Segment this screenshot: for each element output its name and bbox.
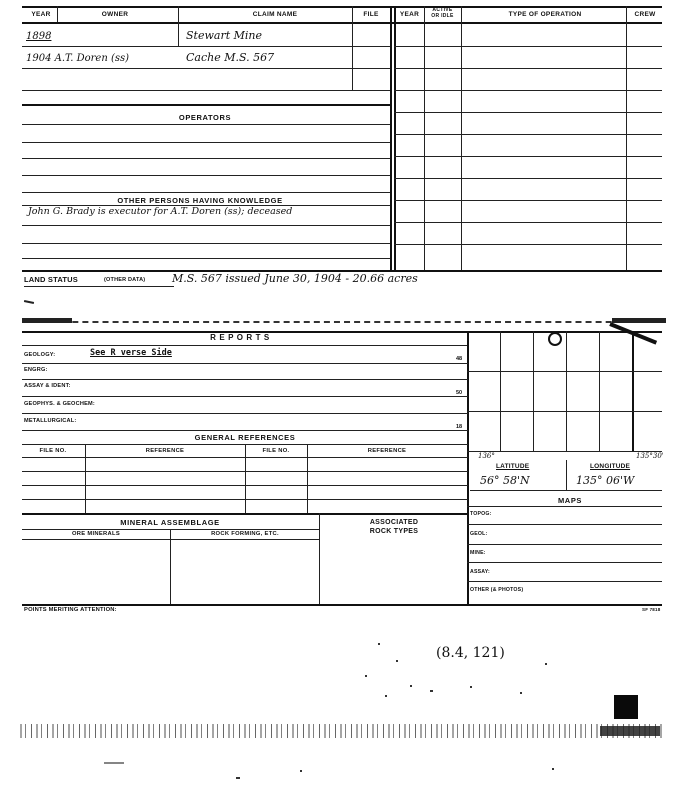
header-year: YEAR [31, 11, 51, 18]
longitude-value: 135° 06'W [576, 474, 635, 487]
rock-forming-header: ROCK FORMING, ETC. [211, 531, 279, 537]
report-label-geology: GEOLOGY: [24, 352, 56, 358]
map-row-geol: GEOL: [470, 531, 488, 537]
map-row-other: OTHER (& PHOTOS) [470, 587, 524, 593]
map-row-assay: ASSAY: [470, 569, 490, 575]
map-row-mine: MINE: [470, 550, 486, 556]
right-meridian-mark: 135°30' [636, 452, 664, 460]
mineral-assemblage-title: MINERAL ASSEMBLAGE [120, 518, 220, 527]
header-file: FILE [363, 11, 379, 18]
report-label-metallurgical: METALLURGICAL: [24, 418, 77, 424]
report-side-18: 18 [456, 424, 463, 430]
header-crew: CREW [634, 11, 656, 18]
handwritten-coordinates: (8.4, 121) [436, 645, 505, 661]
report-side-50: 50 [456, 390, 463, 396]
general-references-title: GENERAL REFERENCES [194, 433, 296, 442]
maps-label: MAPS [557, 496, 583, 505]
land-status-label: LAND STATUS [24, 275, 79, 284]
black-block [614, 695, 638, 719]
ref-col-file-no-2: FILE NO. [262, 448, 290, 454]
ownership-claim-2: Cache M.S. 567 [186, 51, 275, 64]
ownership-entry-1: 1898 [26, 31, 52, 42]
reports-title: R E P O R T S [210, 333, 270, 342]
other-persons-note: John G. Brady is executor for A.T. Doren (ss); deceased [28, 206, 293, 217]
ownership-claim-1: Stewart Mine [186, 29, 262, 42]
latitude-value: 56° 58'N [480, 474, 530, 487]
separator-line [22, 321, 662, 323]
ref-col-reference-1: REFERENCE [145, 448, 185, 454]
header-active-or-idle [424, 8, 461, 19]
report-label-assay: ASSAY & IDENT: [24, 383, 71, 389]
ref-col-file-no-1: FILE NO. [39, 448, 67, 454]
header-type-of-operation: TYPE OF OPERATION [508, 11, 582, 18]
associated-rock-types-header [322, 518, 466, 536]
header-active-line2: OR IDLE [431, 12, 454, 19]
form-number: SF 7818 [642, 607, 661, 612]
left-meridian-mark: 136° [478, 452, 495, 460]
other-persons-title: OTHER PERSONS HAVING KNOWLEDGE [117, 196, 283, 205]
land-status-sublabel: (OTHER DATA) [104, 277, 146, 283]
operators-title: OPERATORS [178, 113, 232, 122]
points-meriting-attention: POINTS MERITING ATTENTION: [24, 607, 117, 613]
report-label-geophys: GEOPHYS. & GEOCHEM: [24, 401, 95, 407]
map-row-topog: TOPOG: [470, 511, 492, 517]
associated-line1: ASSOCIATED [369, 519, 419, 526]
ownership-entry-2: 1904 A.T. Doren (ss) [26, 53, 130, 64]
header-active-line1: ACTIVE [432, 7, 453, 13]
report-value-geology: See R_verse Side [90, 348, 172, 358]
scan-noise-band [20, 724, 665, 738]
report-side-48: 48 [456, 356, 463, 362]
header-owner: OWNER [101, 11, 129, 18]
associated-line2: ROCK TYPES [369, 528, 419, 535]
land-status-value: M.S. 567 issued June 30, 1904 - 20.66 acres [172, 272, 418, 285]
header-year-2: YEAR [399, 11, 420, 18]
header-claim-name: CLAIM NAME [252, 11, 298, 18]
ore-minerals-header: ORE MINERALS [71, 531, 121, 537]
report-label-engrg: ENGRG: [24, 367, 48, 373]
latitude-label: LATITUDE [496, 463, 530, 470]
longitude-label: LONGITUDE [590, 463, 631, 470]
map-marker-icon [548, 332, 562, 346]
ref-col-reference-2: REFERENCE [367, 448, 407, 454]
